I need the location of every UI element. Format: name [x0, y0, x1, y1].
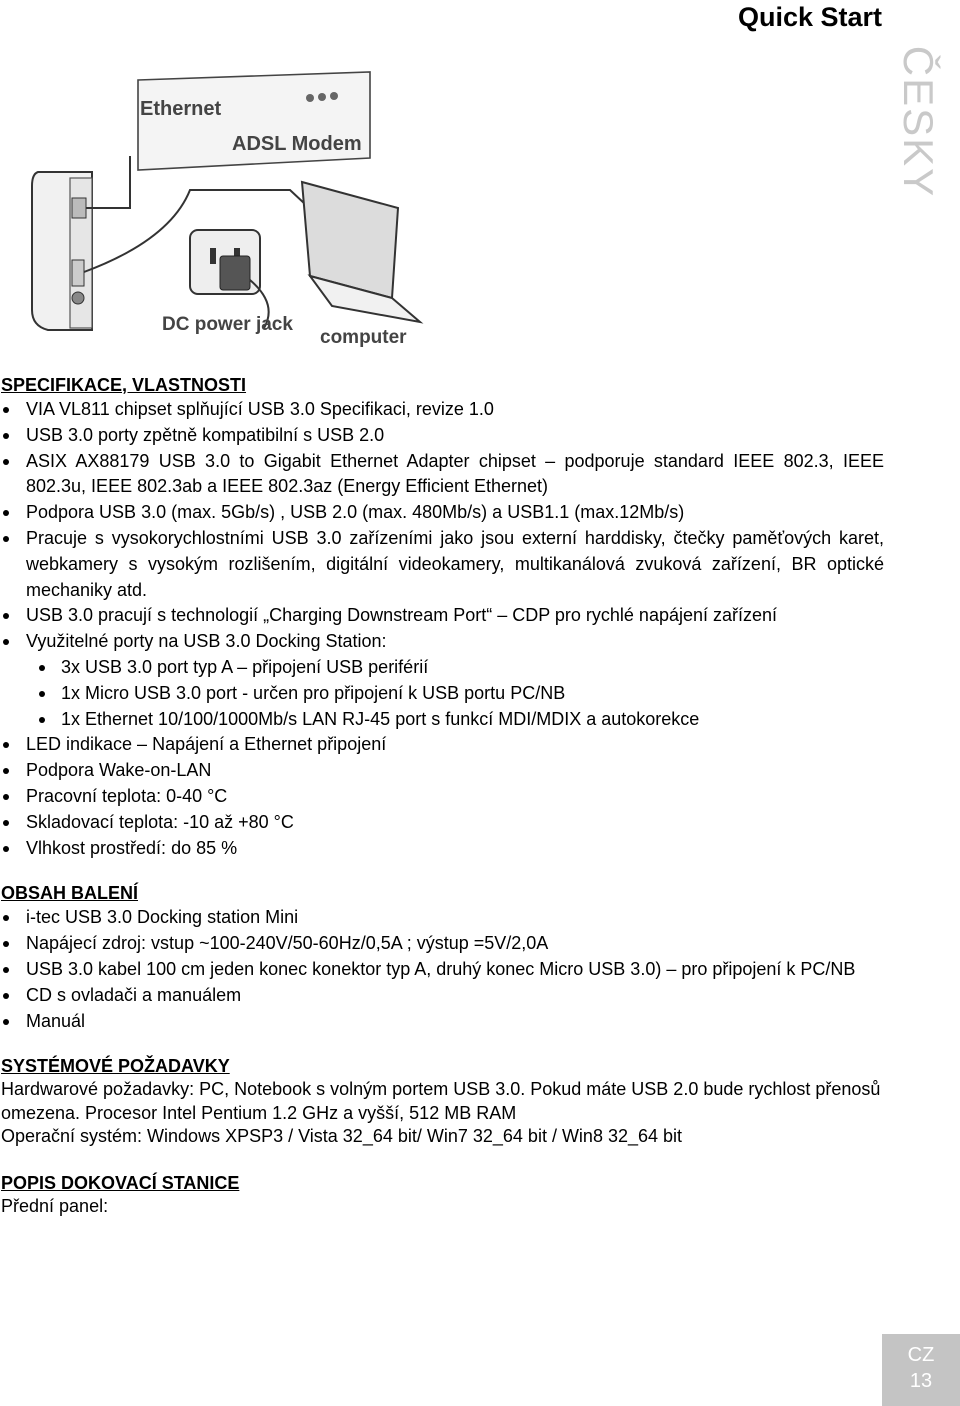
power-adapter — [220, 256, 250, 290]
list-item: USB 3.0 kabel 100 cm jeden konec konektor typ A, druhý konec Micro USB 3.0) – pro připojení k PC/NB — [1, 957, 884, 983]
bullet-icon — [3, 433, 9, 439]
ethernet-label: Ethernet — [140, 98, 222, 120]
bullet-icon — [39, 717, 45, 723]
page-number: 13 — [909, 1370, 933, 1392]
bullet-icon — [3, 742, 9, 748]
front-panel-label: Přední panel: — [1, 1195, 109, 1216]
bullet-icon — [3, 846, 9, 852]
bullet-icon — [3, 459, 9, 465]
language-code: CZ — [907, 1344, 935, 1366]
bullet-icon — [3, 941, 9, 947]
list-item: VIA VL811 chipset splňující USB 3.0 Specifikaci, revize 1.0 — [1, 397, 884, 423]
package-list — [1, 905, 884, 1034]
requirements-os: Operační systém: Windows XPSP3 / Vista 32_64 bit/ Win7 32_64 bit / Win8 32_64 bit — [1, 1126, 683, 1147]
specs-list-continued — [1, 732, 884, 861]
page-title: Quick Start — [737, 2, 882, 32]
list-item: Pracuje s vysokorychlostními USB 3.0 zařízeními jako jsou externí harddisky, čtečky paměťových karet, webkamery s vysokým rozlišením, digitální videokamery, multikanálová zvuková zařízení, BR optické mechaniky atd. — [1, 526, 884, 603]
computer-label: computer — [320, 327, 407, 348]
bullet-icon — [3, 639, 9, 645]
bullet-icon — [3, 613, 9, 619]
language-side-label — [893, 42, 943, 202]
modem-label: ADSL Modem — [232, 133, 362, 155]
ethernet-port — [72, 198, 86, 218]
power-port — [72, 292, 84, 304]
ports-sublist — [1, 655, 884, 732]
bullet-icon — [3, 993, 9, 999]
list-item: USB 3.0 porty zpětně kompatibilní s USB 2.0 — [1, 423, 884, 449]
list-item: CD s ovladači a manuálem — [1, 983, 884, 1009]
language-side-label-text: ČESKY — [895, 45, 942, 199]
list-item: LED indikace – Napájení a Ethernet připojení — [1, 732, 884, 758]
list-item: Podpora USB 3.0 (max. 5Gb/s) , USB 2.0 (max. 480Mb/s) a USB1.1 (max.12Mb/s) — [1, 500, 884, 526]
list-item: Skladovací teplota: -10 až +80 °C — [1, 810, 884, 836]
page-number-badge — [882, 1334, 960, 1406]
bullet-icon — [3, 1019, 9, 1025]
content — [1, 373, 884, 1218]
bullet-icon — [3, 510, 9, 516]
bullet-icon — [3, 915, 9, 921]
bullet-icon — [39, 665, 45, 671]
docking-heading: POPIS DOKOVACÍ STANICE — [1, 1172, 240, 1193]
list-item: ASIX AX88179 USB 3.0 to Gigabit Ethernet Adapter chipset – podporuje standard IEEE 802.3, IEEE 802.3u, IEEE 802.3ab a IEEE 802.3az (Energy Efficient Ethernet) — [1, 449, 884, 501]
dc-jack-label: DC power jack — [162, 314, 293, 335]
package-heading: OBSAH BALENÍ — [1, 883, 139, 904]
list-item: Manuál — [1, 1009, 884, 1035]
list-item: Podpora Wake-on-LAN — [1, 758, 884, 784]
bullet-icon — [3, 794, 9, 800]
bullet-icon — [3, 967, 9, 973]
list-item: Pracovní teplota: 0-40 °C — [1, 784, 884, 810]
list-item: Napájecí zdroj: vstup ~100-240V/50-60Hz/0,5A ; výstup =5V/2,0A — [1, 931, 884, 957]
specs-heading: SPECIFIKACE, VLASTNOSTI — [1, 375, 247, 395]
connection-illustration — [20, 60, 430, 360]
usb-port — [72, 260, 84, 286]
bullet-icon — [3, 407, 9, 413]
list-item: 1x Ethernet 10/100/1000Mb/s LAN RJ-45 port s funkcí MDI/MDIX a autokorekce — [1, 707, 884, 733]
list-item: Vlhkost prostředí: do 85 % — [1, 836, 884, 862]
requirements-hardware: Hardwarové požadavky: PC, Notebook s volným portem USB 3.0. Pokud máte USB 2.0 bude rychlost přenosů omezena. Procesor Intel Pentium 1.2 GHz a vyšší, 512 MB RAM — [1, 1079, 881, 1123]
bullet-icon — [3, 536, 9, 542]
modem-body — [138, 72, 370, 170]
requirements-heading: SYSTÉMOVÉ POŽADAVKY — [1, 1056, 230, 1077]
list-item: 3x USB 3.0 port typ A – připojení USB periférií — [1, 655, 884, 681]
list-item: i-tec USB 3.0 Docking station Mini — [1, 905, 884, 931]
list-item: Využitelné porty na USB 3.0 Docking Station: — [1, 629, 884, 655]
list-item: USB 3.0 pracují s technologií „Charging Downstream Port“ – CDP pro rychlé napájení zařízení — [1, 603, 884, 629]
bullet-icon — [3, 820, 9, 826]
bullet-icon — [39, 691, 45, 697]
specs-list — [1, 397, 884, 655]
list-item: 1x Micro USB 3.0 port - určen pro připojení k USB portu PC/NB — [1, 681, 884, 707]
bullet-icon — [3, 768, 9, 774]
